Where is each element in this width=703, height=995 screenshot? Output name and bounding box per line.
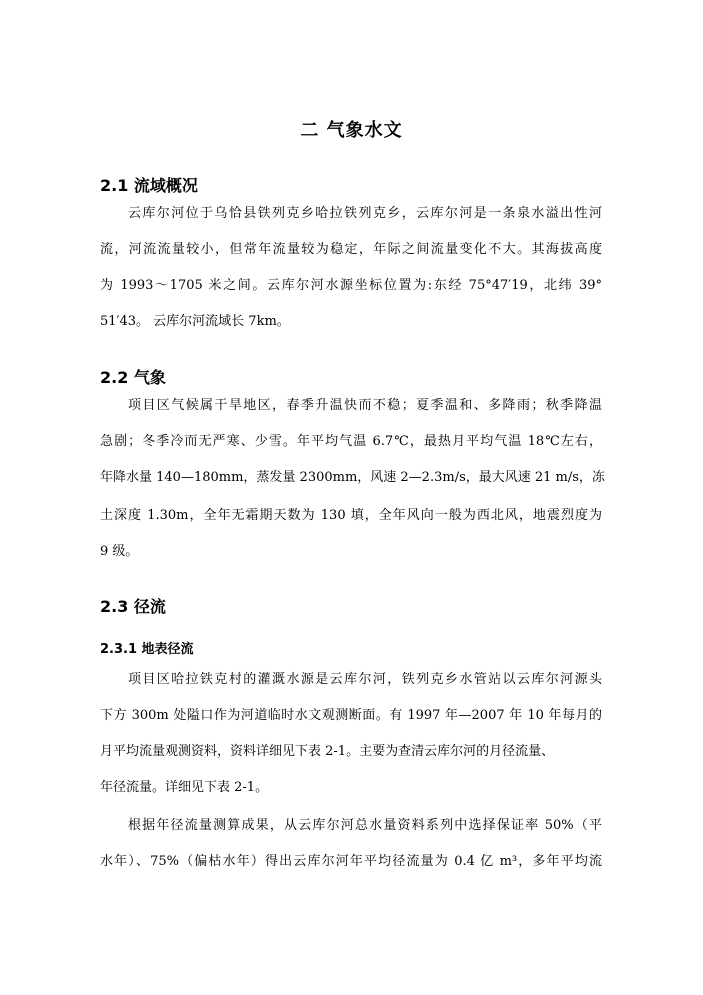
paragraph-line: 年降水量 140—180mm，蒸发量 2300mm，风速 2—2.3m/s，最大风速 21 m/s，冻 bbox=[100, 470, 605, 485]
paragraph-line: 项目区气候属干旱地区，春季升温快而不稳；夏季温和、多降雨；秋季降温 bbox=[128, 398, 602, 413]
section-heading-2-2: 2.2 气象 bbox=[100, 368, 166, 387]
paragraph-line: 流，河流流量较小，但常年流量较为稳定，年际之间流量变化不大。其海拔高度 bbox=[100, 242, 602, 257]
paragraph-line: 云库尔河位于乌恰县铁列克乡哈拉铁列克乡，云库尔河是一条泉水溢出性河 bbox=[128, 206, 602, 221]
paragraph-line: 急剧；冬季冷而无严寒、少雪。年平均气温 6.7℃，最热月平均气温 18℃左右， bbox=[100, 434, 602, 449]
paragraph-line: 土深度 1.30m，全年无霜期天数为 130 填，全年风向一般为西北风，地震烈度为 bbox=[100, 508, 602, 523]
paragraph-line: 月平均流量观测资料，资料详细见下表 2-1。主要为查清云库尔河的月径流量、 bbox=[100, 744, 555, 759]
section-heading-2-3: 2.3 径流 bbox=[100, 597, 166, 616]
paragraph-line: 下方 300m 处隘口作为河道临时水文观测断面。有 1997 年—2007 年 10 年每月的 bbox=[100, 708, 602, 723]
section-heading-2-1: 2.1 流域概况 bbox=[100, 176, 198, 195]
paragraph-line: 为 1993～1705 米之间。云库尔河水源坐标位置为:东经 75°47′19，北纬 39° bbox=[100, 278, 602, 293]
subsection-heading-2-3-1: 2.3.1 地表径流 bbox=[100, 642, 194, 657]
paragraph-line: 水年）、75%（偏枯水年）得出云库尔河年平均径流量为 0.4 亿 m³，多年平均流 bbox=[100, 854, 602, 869]
paragraph-line: 项目区哈拉铁克村的灌溉水源是云库尔河，铁列克乡水管站以云库尔河源头 bbox=[128, 672, 602, 687]
paragraph-line: 51′43。 云库尔河流域长 7km。 bbox=[100, 314, 290, 329]
paragraph-line: 根据年径流量测算成果，从云库尔河总水量资料系列中选择保证率 50%（平 bbox=[128, 818, 602, 833]
paragraph-line: 年径流量。详细见下表 2-1。 bbox=[100, 780, 269, 795]
chapter-title: 二 气象水文 bbox=[300, 120, 403, 141]
paragraph-line: 9 级。 bbox=[100, 544, 139, 559]
